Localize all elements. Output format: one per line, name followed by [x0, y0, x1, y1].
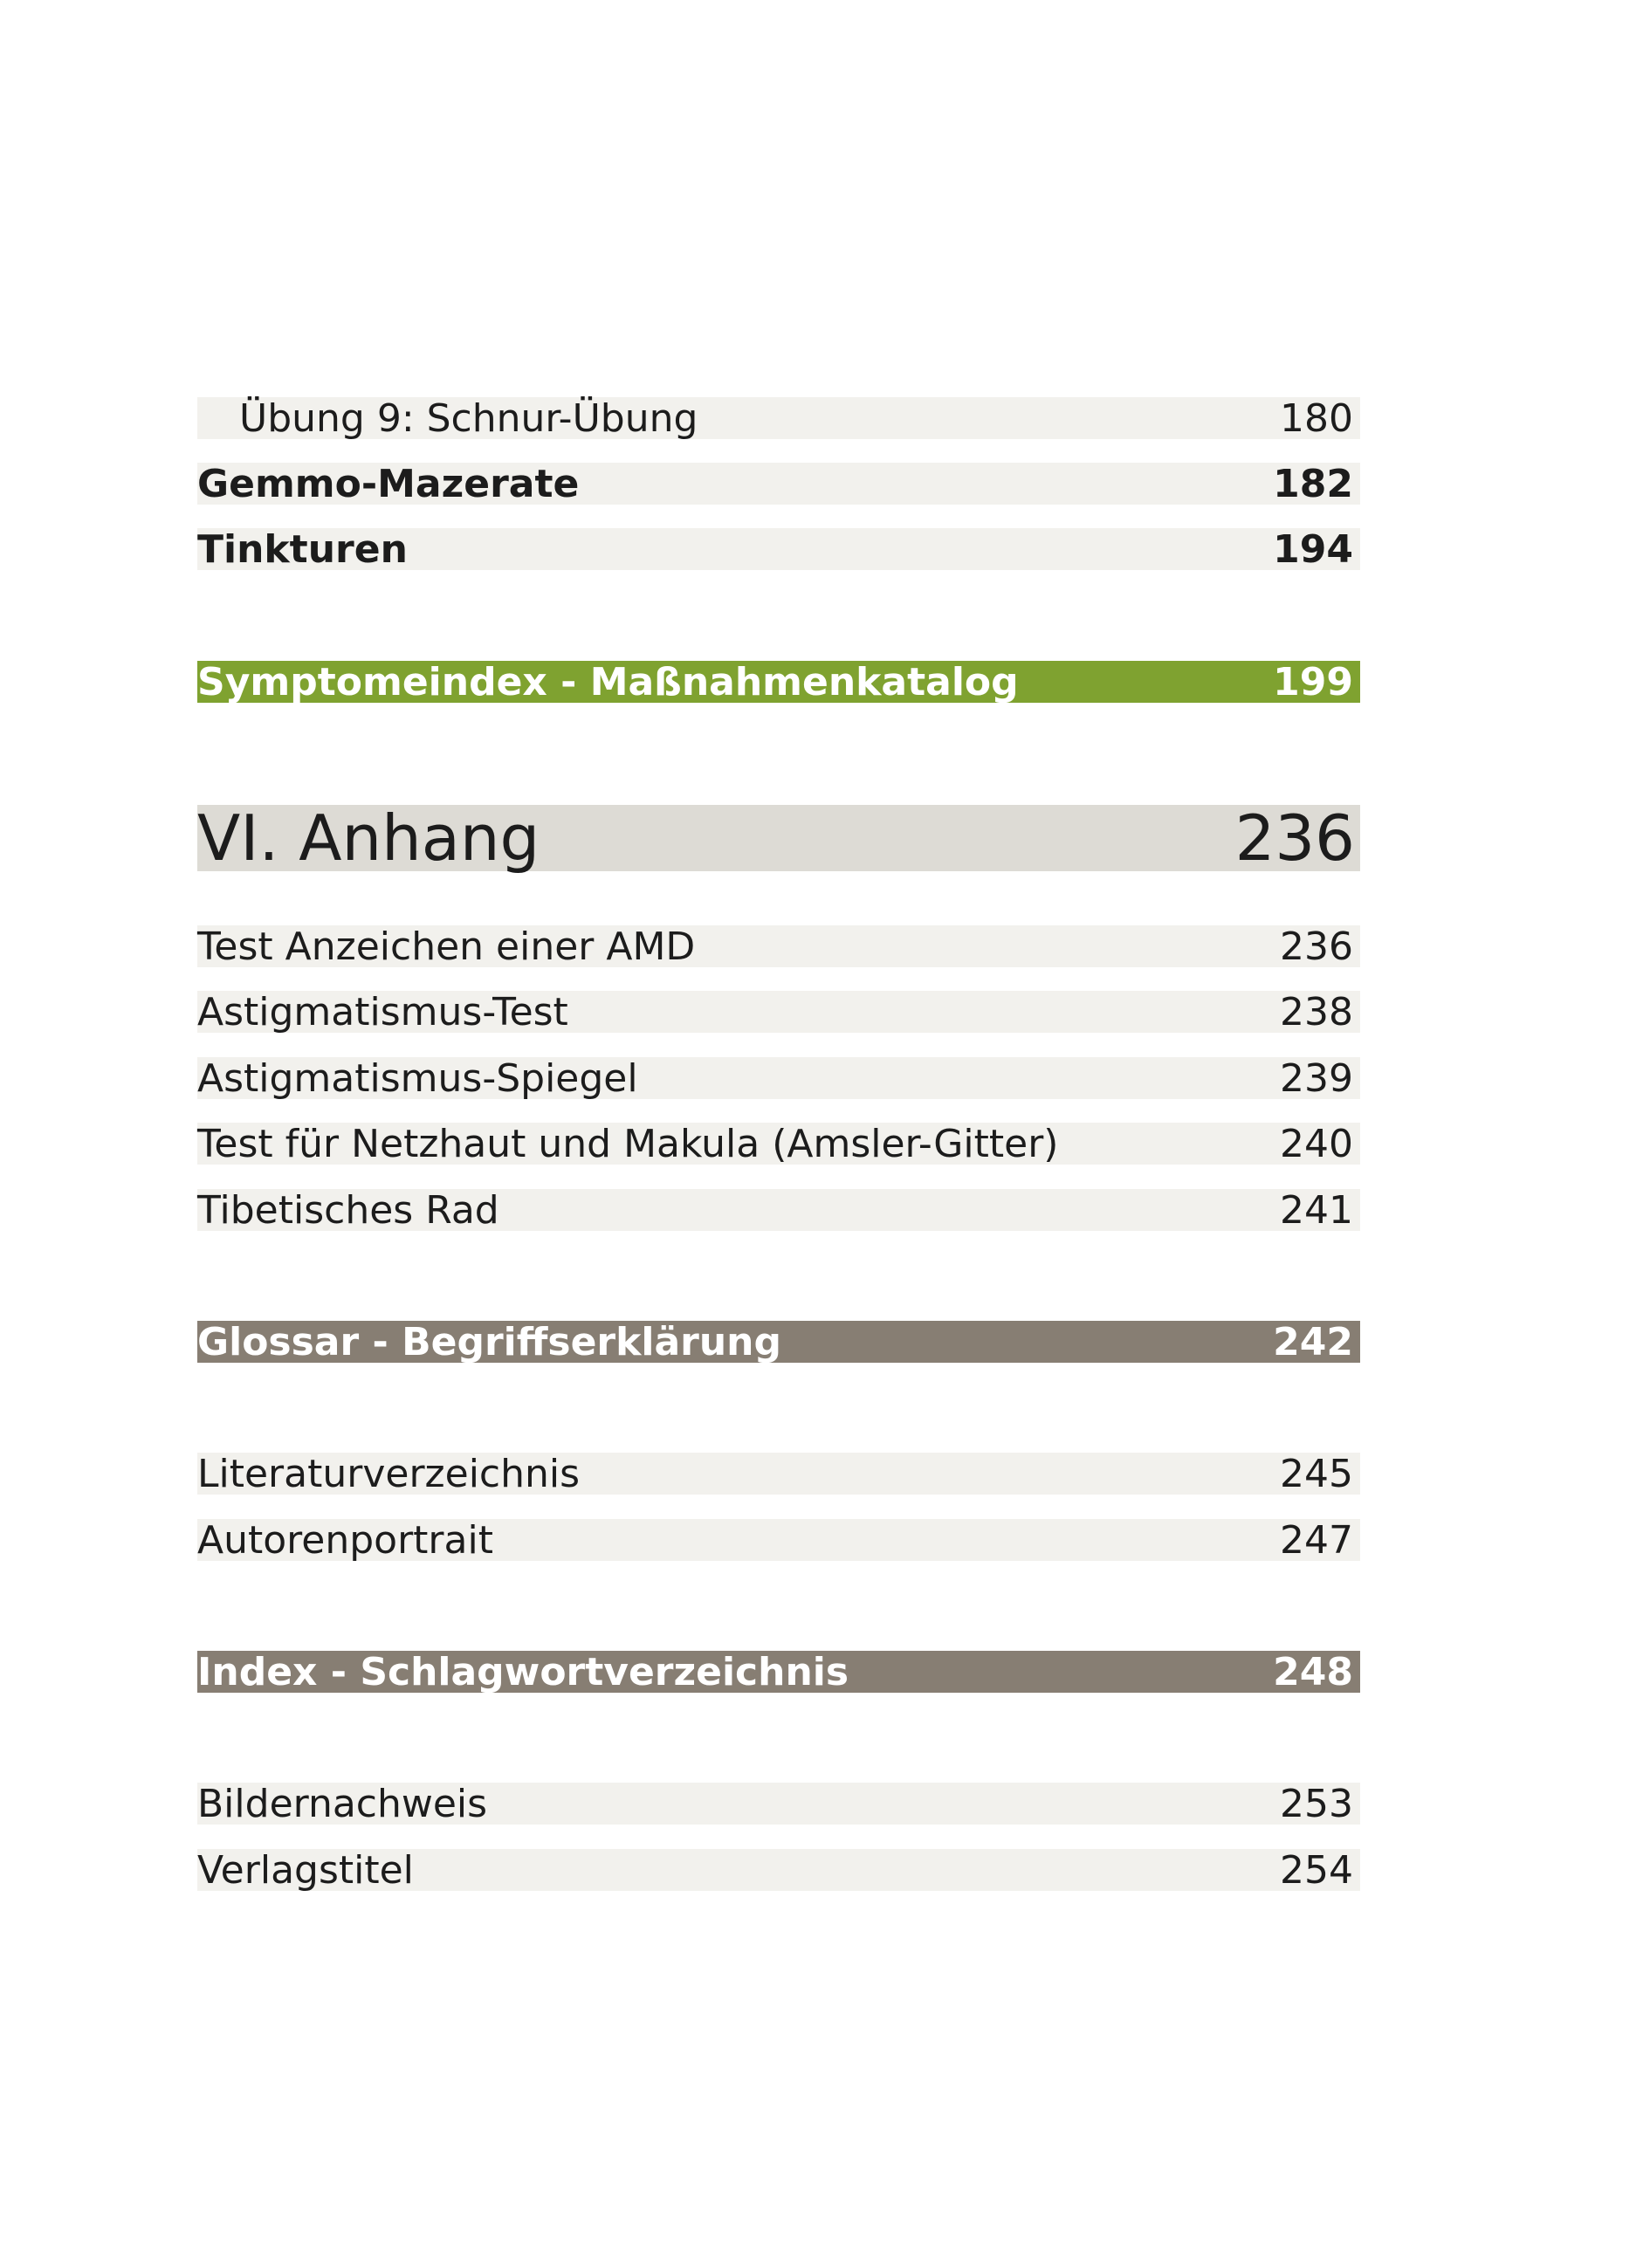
toc-entry-title: Autorenportrait — [197, 1517, 493, 1563]
toc-entry-title: Astigmatismus-Test — [197, 989, 568, 1034]
toc-section-index — [197, 1651, 1360, 1693]
toc-entry-tibetisches-rad — [197, 1189, 1360, 1231]
toc-entry-test-amd — [197, 925, 1360, 967]
toc-entry-title: Literaturverzeichnis — [197, 1451, 581, 1496]
toc-entry-page: 242 — [1273, 1319, 1353, 1364]
toc-chapter-anhang — [197, 801, 1360, 875]
toc-chapter-page: 236 — [1234, 801, 1355, 875]
toc-entry-title: Verlagstitel — [197, 1847, 414, 1893]
toc-entry-title: Glossar - Begriffserklärung — [197, 1319, 782, 1364]
toc-entry-title: Test Anzeichen einer AMD — [197, 924, 696, 969]
toc-entry-page: 238 — [1280, 989, 1353, 1034]
toc-entry-title: Index - Schlagwortverzeichnis — [197, 1649, 849, 1694]
toc-entry-page: 239 — [1280, 1055, 1353, 1101]
toc-entry-page: 240 — [1280, 1121, 1353, 1166]
toc-entry-title: Symptomeindex - Maßnahmenkatalog — [197, 659, 1019, 704]
toc-entry-gemmo-mazerate — [197, 463, 1360, 505]
toc-entry-page: 194 — [1273, 526, 1353, 572]
toc-entry-autorenportrait — [197, 1519, 1360, 1561]
toc-entry-title: Gemmo-Mazerate — [197, 461, 580, 506]
toc-entry-literaturverzeichnis — [197, 1453, 1360, 1495]
toc-entry-astigmatismus-spiegel — [197, 1057, 1360, 1099]
toc-entry-title: Astigmatismus-Spiegel — [197, 1055, 638, 1101]
toc-chapter-title: VI. Anhang — [197, 801, 540, 875]
toc-entry-astigmatismus-test — [197, 991, 1360, 1033]
toc-entry-title: Test für Netzhaut und Makula (Amsler-Gitter) — [197, 1121, 1059, 1166]
toc-entry-page: 241 — [1280, 1187, 1353, 1233]
toc-entry-page: 254 — [1280, 1847, 1353, 1893]
toc-entry-page: 236 — [1280, 924, 1353, 969]
toc-entry-tinkturen — [197, 528, 1360, 570]
toc-entry-verlagstitel — [197, 1849, 1360, 1891]
toc-entry-title: Übung 9: Schnur-Übung — [239, 395, 698, 441]
toc-entry-page: 247 — [1280, 1517, 1353, 1563]
toc-section-glossar — [197, 1321, 1360, 1363]
toc-entry-title: Tibetisches Rad — [197, 1187, 499, 1233]
toc-entry-page: 248 — [1273, 1649, 1353, 1694]
toc-entry-page: 245 — [1280, 1451, 1353, 1496]
toc-entry-uebung-9 — [197, 397, 1360, 439]
toc-entry-title: Bildernachweis — [197, 1781, 488, 1826]
toc-entry-page: 182 — [1273, 461, 1353, 506]
toc-section-symptomeindex — [197, 661, 1360, 703]
toc-entry-page: 253 — [1280, 1781, 1353, 1826]
toc-entry-page: 199 — [1273, 659, 1353, 704]
toc-entry-bildernachweis — [197, 1783, 1360, 1825]
toc-entry-page: 180 — [1280, 395, 1353, 441]
toc-entry-test-netzhaut — [197, 1123, 1360, 1165]
toc-entry-title: Tinkturen — [197, 526, 408, 572]
